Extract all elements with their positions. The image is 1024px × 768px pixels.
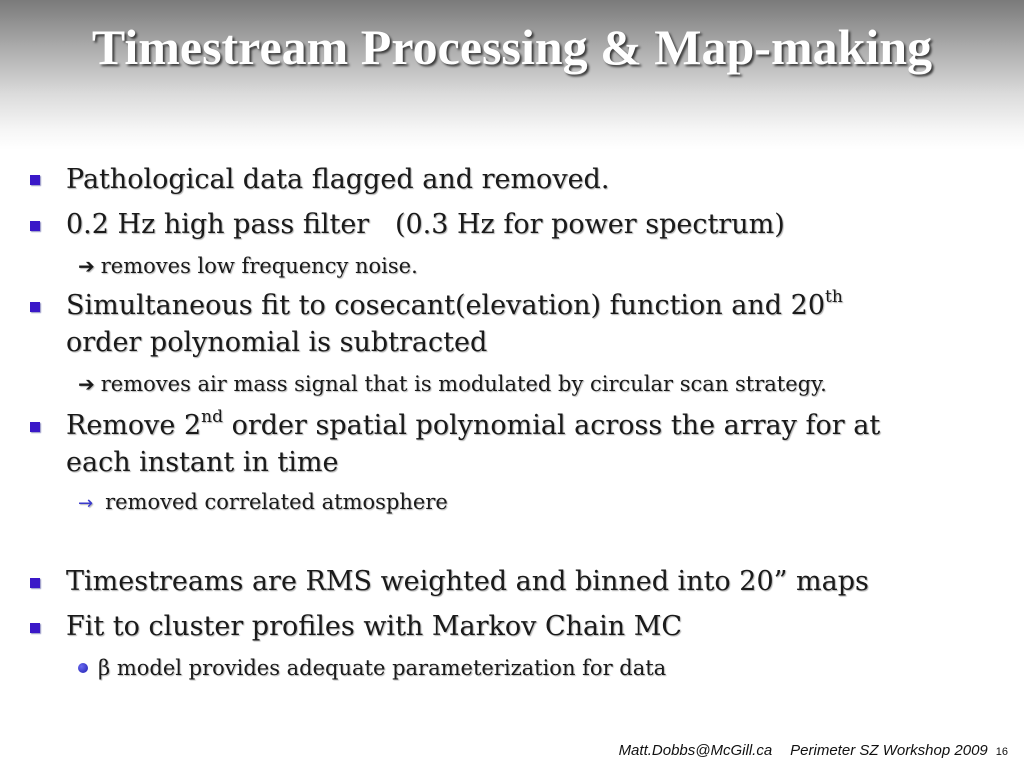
superscript: nd xyxy=(201,407,224,427)
arrow-right-icon: → xyxy=(78,493,94,514)
sub-item-text: removes air mass signal that is modulated by circular scan strategy. xyxy=(100,372,827,396)
bullet-item xyxy=(66,288,986,324)
arrow-right-icon: ➔ xyxy=(78,254,95,278)
bullet-item: Pathological data flagged and removed. xyxy=(66,164,610,195)
page-number: 16 xyxy=(995,746,1008,758)
bullet-text: Remove 2 xyxy=(66,410,202,441)
sub-item-text: β model provides adequate parameterization for data xyxy=(98,656,667,680)
sub-item xyxy=(78,370,998,398)
slide-title: Timestream Processing & Map-making xyxy=(91,19,933,75)
footer-email: Matt.Dobbs@McGill.ca xyxy=(618,742,773,759)
bullet-square-icon xyxy=(30,578,40,588)
bullet-square-icon xyxy=(30,623,40,633)
bullet-item: 0.2 Hz high pass filter (0.3 Hz for power spectrum) xyxy=(66,209,785,240)
sub-item-text: removed correlated atmosphere xyxy=(105,490,448,514)
bullet-dot-icon xyxy=(78,663,88,673)
bullet-continuation: order polynomial is subtracted xyxy=(66,327,488,358)
sub-item xyxy=(78,252,998,280)
sub-item xyxy=(78,488,998,518)
bullet-item: Timestreams are RMS weighted and binned into 20” maps xyxy=(66,566,869,597)
bullet-square-icon xyxy=(30,302,40,312)
bullet-text: Simultaneous fit to cosecant(elevation) function and 20 xyxy=(66,290,825,321)
bullet-continuation: each instant in time xyxy=(66,447,339,478)
bullet-item xyxy=(66,408,986,444)
sub-item xyxy=(78,654,998,682)
bullet-item: Fit to cluster profiles with Markov Chain MC xyxy=(66,611,683,642)
slide-footer xyxy=(619,742,1008,759)
sub-item-text: removes low frequency noise. xyxy=(100,254,418,278)
arrow-right-icon: ➔ xyxy=(78,372,95,396)
footer-event: Perimeter SZ Workshop 2009 xyxy=(790,742,988,759)
bullet-square-icon xyxy=(30,175,40,185)
bullet-square-icon xyxy=(30,422,40,432)
superscript: th xyxy=(825,287,843,307)
bullet-square-icon xyxy=(30,221,40,231)
bullet-text: order spatial polynomial across the array for at xyxy=(223,410,881,441)
